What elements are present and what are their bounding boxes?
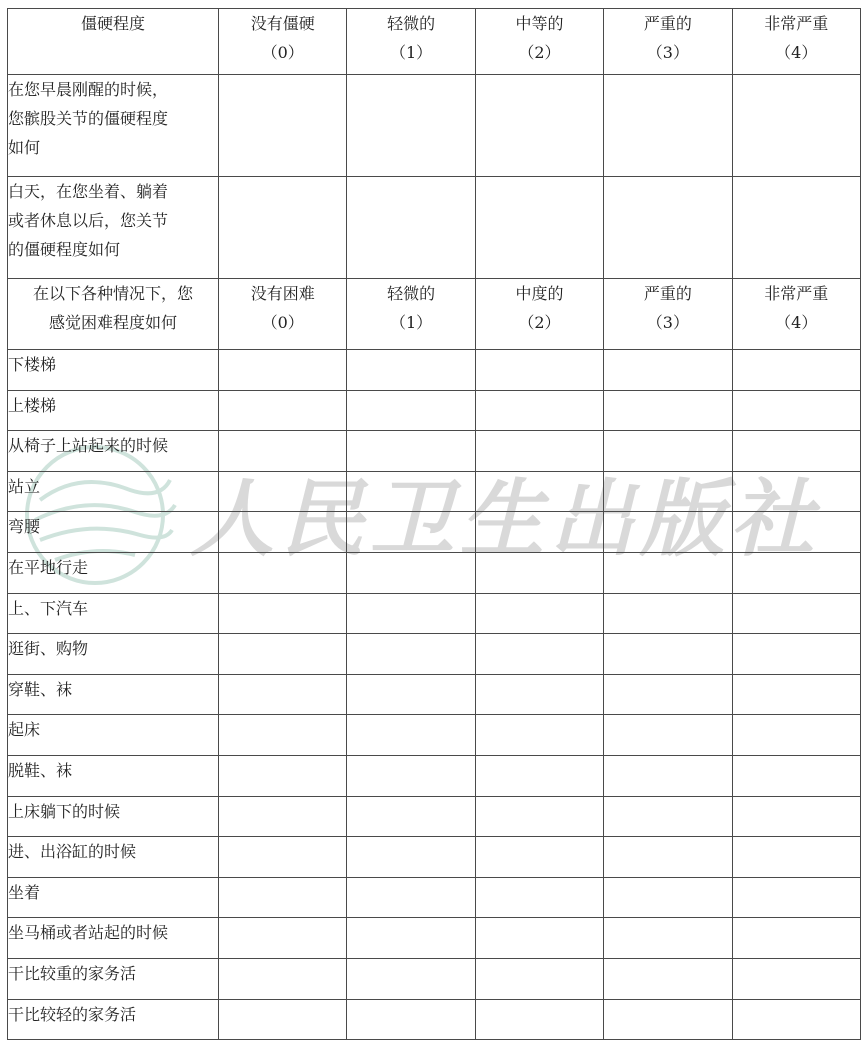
difficulty-heading [8, 279, 219, 350]
difficulty-item-row [8, 715, 861, 756]
answer-cell-2[interactable] [475, 877, 603, 918]
answer-cell-2[interactable] [475, 177, 603, 279]
answer-cell-0[interactable] [219, 512, 347, 553]
assessment-table [7, 8, 861, 1040]
item-label: 上楼梯 [8, 390, 219, 431]
answer-cell-4[interactable] [732, 471, 860, 512]
answer-cell-0[interactable] [219, 593, 347, 634]
difficulty-item-row [8, 552, 861, 593]
scale-score: （4） [775, 313, 818, 332]
answer-cell-1[interactable] [347, 674, 475, 715]
difficulty-item-row [8, 999, 861, 1040]
item-label: 进、出浴缸的时候 [8, 837, 219, 878]
answer-cell-1[interactable] [347, 552, 475, 593]
answer-cell-4[interactable] [732, 715, 860, 756]
answer-cell-3[interactable] [604, 177, 732, 279]
item-label: 弯腰 [8, 512, 219, 553]
answer-cell-0[interactable] [219, 350, 347, 391]
answer-cell-2[interactable] [475, 674, 603, 715]
answer-cell-0[interactable] [219, 552, 347, 593]
question-text [8, 177, 219, 279]
scale-score: （0） [261, 43, 304, 62]
item-label: 干比较轻的家务活 [8, 999, 219, 1040]
scale-header-4 [732, 9, 860, 75]
item-label: 上床躺下的时候 [8, 796, 219, 837]
item-label: 下楼梯 [8, 350, 219, 391]
watermark-text: 人民卫生出版社 [190, 469, 821, 568]
answer-cell-2[interactable] [475, 918, 603, 959]
answer-cell-1[interactable] [347, 177, 475, 279]
answer-cell-4[interactable] [732, 755, 860, 796]
scale-score: （2） [518, 313, 561, 332]
difficulty-item-row [8, 918, 861, 959]
answer-cell-4[interactable] [732, 958, 860, 999]
answer-cell-3[interactable] [604, 512, 732, 553]
item-label: 起床 [8, 715, 219, 756]
answer-cell-0[interactable] [219, 715, 347, 756]
answer-cell-4[interactable] [732, 674, 860, 715]
difficulty-item-row [8, 350, 861, 391]
scale-label: 非常严重 [764, 284, 829, 303]
answer-cell-0[interactable] [219, 177, 347, 279]
scale-label: 严重的 [643, 284, 692, 303]
scale-header-2 [475, 279, 603, 350]
scale-header-3 [604, 279, 732, 350]
answer-cell-4[interactable] [732, 837, 860, 878]
answer-cell-1[interactable] [347, 634, 475, 675]
answer-cell-3[interactable] [604, 796, 732, 837]
answer-cell-4[interactable] [732, 390, 860, 431]
answer-cell-1[interactable] [347, 471, 475, 512]
scale-label: 中等的 [515, 14, 564, 33]
answer-cell-2[interactable] [475, 593, 603, 634]
answer-cell-3[interactable] [604, 552, 732, 593]
difficulty-item-row [8, 593, 861, 634]
stiffness-question-row [8, 177, 861, 279]
answer-cell-0[interactable] [219, 390, 347, 431]
answer-cell-0[interactable] [219, 471, 347, 512]
scale-header-3 [604, 9, 732, 75]
item-label: 从椅子上站起来的时候 [8, 431, 219, 472]
answer-cell-3[interactable] [604, 350, 732, 391]
answer-cell-0[interactable] [219, 918, 347, 959]
answer-cell-1[interactable] [347, 350, 475, 391]
answer-cell-2[interactable] [475, 471, 603, 512]
difficulty-item-row [8, 471, 861, 512]
answer-cell-1[interactable] [347, 75, 475, 177]
answer-cell-2[interactable] [475, 999, 603, 1040]
scale-score: （3） [646, 313, 689, 332]
difficulty-item-row [8, 958, 861, 999]
answer-cell-2[interactable] [475, 796, 603, 837]
question-text [8, 75, 219, 177]
stiffness-question-row [8, 75, 861, 177]
question-line: 您髌股关节的僵硬程度 [8, 109, 169, 128]
difficulty-item-row [8, 837, 861, 878]
scale-score: （3） [646, 43, 689, 62]
answer-cell-3[interactable] [604, 674, 732, 715]
answer-cell-2[interactable] [475, 350, 603, 391]
answer-cell-1[interactable] [347, 877, 475, 918]
stiffness-heading: 僵硬程度 [8, 9, 219, 75]
answer-cell-3[interactable] [604, 593, 732, 634]
item-label: 在平地行走 [8, 552, 219, 593]
stiffness-header-row [8, 9, 861, 75]
answer-cell-2[interactable] [475, 958, 603, 999]
answer-cell-2[interactable] [475, 431, 603, 472]
answer-cell-3[interactable] [604, 715, 732, 756]
scale-label: 轻微的 [387, 14, 436, 33]
answer-cell-3[interactable] [604, 390, 732, 431]
answer-cell-4[interactable] [732, 999, 860, 1040]
question-line: 的僵硬程度如何 [8, 240, 121, 259]
answer-cell-4[interactable] [732, 177, 860, 279]
answer-cell-1[interactable] [347, 796, 475, 837]
scale-label: 没有僵硬 [250, 14, 315, 33]
difficulty-item-row [8, 755, 861, 796]
answer-cell-3[interactable] [604, 755, 732, 796]
answer-cell-4[interactable] [732, 593, 860, 634]
answer-cell-3[interactable] [604, 75, 732, 177]
heading-line: 在以下各种情况下，您 [32, 284, 193, 303]
difficulty-item-row [8, 634, 861, 675]
scale-score: （1） [389, 43, 433, 62]
answer-cell-0[interactable] [219, 837, 347, 878]
answer-cell-0[interactable] [219, 958, 347, 999]
question-line: 在您早晨刚醒的时候， [8, 80, 169, 99]
answer-cell-2[interactable] [475, 837, 603, 878]
answer-cell-1[interactable] [347, 837, 475, 878]
answer-cell-2[interactable] [475, 75, 603, 177]
answer-cell-4[interactable] [732, 431, 860, 472]
answer-cell-2[interactable] [475, 634, 603, 675]
scale-score: （0） [261, 313, 304, 332]
scale-header-1 [347, 279, 475, 350]
scale-label: 轻微的 [387, 284, 436, 303]
item-label: 站立 [8, 471, 219, 512]
item-label: 逛街、购物 [8, 634, 219, 675]
scale-header-1 [347, 9, 475, 75]
item-label: 脱鞋、袜 [8, 755, 219, 796]
answer-cell-0[interactable] [219, 431, 347, 472]
difficulty-header-row [8, 279, 861, 350]
difficulty-item-row [8, 390, 861, 431]
answer-cell-2[interactable] [475, 552, 603, 593]
answer-cell-2[interactable] [475, 755, 603, 796]
scale-header-2 [475, 9, 603, 75]
scale-label: 非常严重 [764, 14, 829, 33]
answer-cell-1[interactable] [347, 958, 475, 999]
answer-cell-3[interactable] [604, 471, 732, 512]
answer-cell-0[interactable] [219, 634, 347, 675]
difficulty-item-row [8, 431, 861, 472]
answer-cell-4[interactable] [732, 796, 860, 837]
answer-cell-3[interactable] [604, 999, 732, 1040]
answer-cell-2[interactable] [475, 715, 603, 756]
scale-header-0 [219, 279, 347, 350]
question-line: 如何 [8, 138, 41, 157]
difficulty-item-row [8, 796, 861, 837]
answer-cell-0[interactable] [219, 75, 347, 177]
scale-header-4 [732, 279, 860, 350]
difficulty-item-row [8, 877, 861, 918]
answer-cell-3[interactable] [604, 958, 732, 999]
answer-cell-1[interactable] [347, 390, 475, 431]
item-label: 穿鞋、袜 [8, 674, 219, 715]
item-label: 干比较重的家务活 [8, 958, 219, 999]
item-label: 上、下汽车 [8, 593, 219, 634]
scale-label: 中度的 [515, 284, 564, 303]
difficulty-item-row [8, 512, 861, 553]
answer-cell-3[interactable] [604, 918, 732, 959]
scale-score: （4） [775, 43, 818, 62]
answer-cell-1[interactable] [347, 431, 475, 472]
answer-cell-1[interactable] [347, 999, 475, 1040]
scale-label: 没有困难 [250, 284, 315, 303]
scale-score: （1） [389, 313, 433, 332]
answer-cell-1[interactable] [347, 918, 475, 959]
difficulty-item-row [8, 674, 861, 715]
answer-cell-3[interactable] [604, 837, 732, 878]
scale-header-0 [219, 9, 347, 75]
scale-score: （2） [518, 43, 561, 62]
answer-cell-0[interactable] [219, 674, 347, 715]
answer-cell-3[interactable] [604, 431, 732, 472]
item-label: 坐着 [8, 877, 219, 918]
answer-cell-4[interactable] [732, 512, 860, 553]
item-label: 坐马桶或者站起的时候 [8, 918, 219, 959]
answer-cell-4[interactable] [732, 918, 860, 959]
answer-cell-3[interactable] [604, 877, 732, 918]
answer-cell-0[interactable] [219, 796, 347, 837]
answer-cell-2[interactable] [475, 390, 603, 431]
answer-cell-0[interactable] [219, 877, 347, 918]
answer-cell-1[interactable] [347, 755, 475, 796]
question-line: 或者休息以后，您关节 [8, 211, 169, 230]
scale-label: 严重的 [643, 14, 692, 33]
answer-cell-4[interactable] [732, 877, 860, 918]
answer-cell-4[interactable] [732, 634, 860, 675]
answer-cell-0[interactable] [219, 755, 347, 796]
answer-cell-3[interactable] [604, 634, 732, 675]
answer-cell-2[interactable] [475, 512, 603, 553]
heading-line: 感觉困难程度如何 [48, 313, 177, 332]
answer-cell-0[interactable] [219, 999, 347, 1040]
answer-cell-4[interactable] [732, 75, 860, 177]
answer-cell-4[interactable] [732, 552, 860, 593]
answer-cell-1[interactable] [347, 715, 475, 756]
answer-cell-1[interactable] [347, 593, 475, 634]
question-line: 白天，在您坐着、躺着 [8, 182, 169, 201]
answer-cell-1[interactable] [347, 512, 475, 553]
answer-cell-4[interactable] [732, 350, 860, 391]
